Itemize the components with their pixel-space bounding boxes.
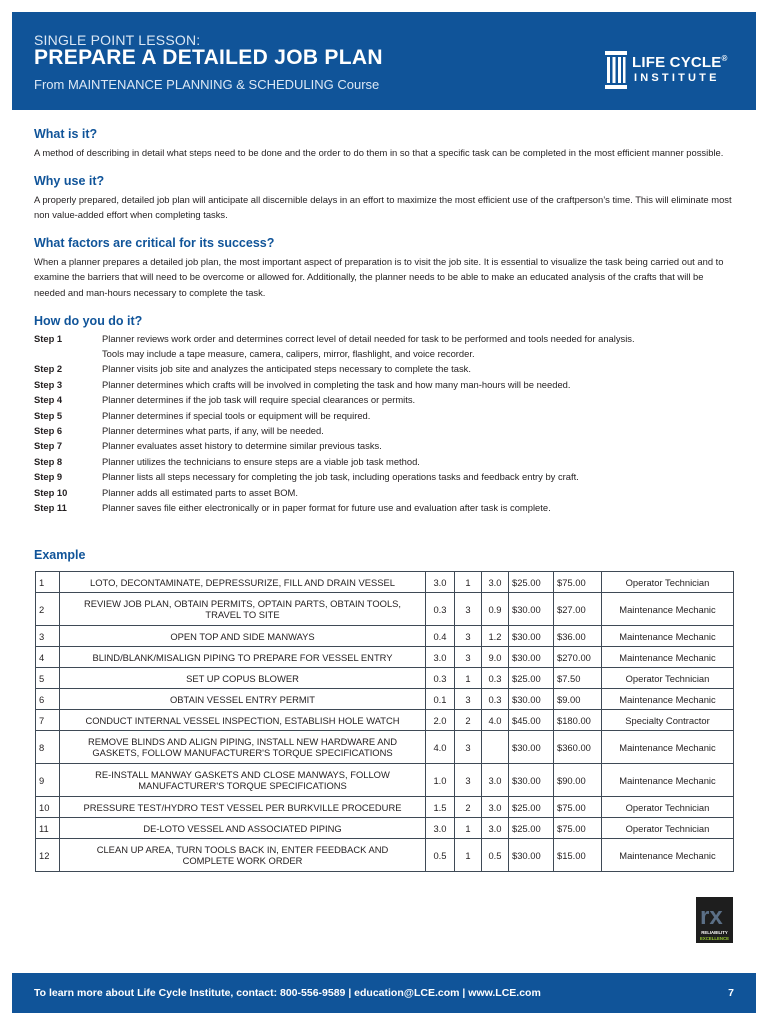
craft-type: Maintenance Mechanic — [602, 839, 734, 872]
crew-size: 2 — [455, 710, 482, 731]
step-text: Planner determines which crafts will be involved in completing the task and how many man-hours will be needed. — [102, 378, 571, 390]
total-man-hours: 9.0 — [482, 647, 509, 668]
step-text: Planner saves file either electronically or in paper format for future use and evaluation after task is complete. — [102, 502, 551, 514]
crew-size: 2 — [455, 797, 482, 818]
duration-hours: 0.5 — [426, 839, 455, 872]
table-row — [36, 710, 734, 731]
lesson-content — [34, 127, 734, 528]
craft-type: Maintenance Mechanic — [602, 689, 734, 710]
step-label: Step 11 — [34, 502, 67, 514]
steps-list — [34, 331, 734, 516]
row-number: 1 — [36, 572, 60, 593]
crew-size: 1 — [455, 572, 482, 593]
total-man-hours: 3.0 — [482, 764, 509, 797]
labor-cost: $75.00 — [554, 818, 602, 839]
step-label: Step 7 — [34, 440, 63, 452]
rx-logo-icon — [696, 897, 733, 943]
step-text: Planner visits job site and analyzes the anticipated steps necessary to complete the task. — [102, 363, 471, 375]
task-description: BLIND/BLANK/MISALIGN PIPING TO PREPARE FOR VESSEL ENTRY — [60, 647, 426, 668]
craft-type: Operator Technician — [602, 668, 734, 689]
task-description: RE-INSTALL MANWAY GASKETS AND CLOSE MANWAYS, FOLLOW MANUFACTURER'S TORQUE SPECIFICATIONS — [60, 764, 426, 797]
step-item — [34, 438, 734, 453]
duration-hours: 0.3 — [426, 593, 455, 626]
labor-cost: $75.00 — [554, 797, 602, 818]
duration-hours: 0.1 — [426, 689, 455, 710]
labor-cost: $9.00 — [554, 689, 602, 710]
table-row — [36, 731, 734, 764]
craft-type: Operator Technician — [602, 818, 734, 839]
step-item — [34, 361, 734, 376]
table-row — [36, 626, 734, 647]
craft-type: Specialty Contractor — [602, 710, 734, 731]
task-description: DE-LOTO VESSEL AND ASSOCIATED PIPING — [60, 818, 426, 839]
step-label: Step 2 — [34, 363, 63, 375]
table-row — [36, 668, 734, 689]
labor-cost: $360.00 — [554, 731, 602, 764]
why-heading: Why use it? — [34, 173, 105, 188]
step-text: Planner determines if special tools or equipment will be required. — [102, 409, 371, 421]
svg-text:rx: rx — [700, 903, 723, 930]
step-text: Planner determines if the job task will require special clearances or permits. — [102, 394, 416, 406]
example-heading: Example — [34, 548, 86, 562]
task-description: CONDUCT INTERNAL VESSEL INSPECTION, ESTABLISH HOLE WATCH — [60, 710, 426, 731]
duration-hours: 3.0 — [426, 572, 455, 593]
row-number: 4 — [36, 647, 60, 668]
table-row — [36, 839, 734, 872]
reliability-excellence-badge — [696, 897, 733, 943]
hourly-rate: $30.00 — [509, 689, 554, 710]
task-description: PRESSURE TEST/HYDRO TEST VESSEL PER BURKVILLE PROCEDURE — [60, 797, 426, 818]
task-description: LOTO, DECONTAMINATE, DEPRESSURIZE, FILL AND DRAIN VESSEL — [60, 572, 426, 593]
table-row — [36, 818, 734, 839]
duration-hours: 2.0 — [426, 710, 455, 731]
craft-type: Maintenance Mechanic — [602, 731, 734, 764]
hourly-rate: $25.00 — [509, 818, 554, 839]
step-text: Planner lists all steps necessary for completing the job task, including operations tasks and feedback entry by craft. — [102, 471, 579, 483]
step-item — [34, 454, 734, 469]
step-text: Planner reviews work order and determines correct level of detail needed for task to be performed and tools needed for analysis. — [102, 332, 635, 344]
why-text: A properly prepared, detailed job plan will anticipate all discernible delays in an effort to maximize the most efficient use of the craftperson’s time. This will eliminate most non value-added effort when completing tasks. — [34, 193, 732, 221]
hourly-rate: $25.00 — [509, 572, 554, 593]
factors-section — [34, 236, 734, 301]
row-number: 12 — [36, 839, 60, 872]
page-header — [12, 12, 756, 110]
example-table — [35, 571, 734, 872]
labor-cost: $75.00 — [554, 572, 602, 593]
step-label: Step 9 — [34, 471, 63, 483]
labor-cost: $27.00 — [554, 593, 602, 626]
step-item — [34, 423, 734, 438]
row-number: 8 — [36, 731, 60, 764]
step-item — [34, 392, 734, 407]
labor-cost: $90.00 — [554, 764, 602, 797]
crew-size: 3 — [455, 593, 482, 626]
task-description: SET UP COPUS BLOWER — [60, 668, 426, 689]
step-label: Step 6 — [34, 425, 63, 436]
crew-size: 1 — [455, 839, 482, 872]
table-row — [36, 797, 734, 818]
crew-size: 3 — [455, 731, 482, 764]
lesson-kicker: SINGLE POINT LESSON: — [34, 32, 201, 48]
factors-heading: What factors are critical for its success? — [34, 235, 275, 250]
hourly-rate: $30.00 — [509, 626, 554, 647]
duration-hours: 1.5 — [426, 797, 455, 818]
step-text: Planner determines what parts, if any, will be needed. — [102, 425, 324, 436]
duration-hours: 3.0 — [426, 818, 455, 839]
step-text: Planner evaluates asset history to determine similar previous tasks. — [102, 440, 382, 452]
craft-type: Operator Technician — [602, 572, 734, 593]
why-section — [34, 174, 734, 223]
crew-size: 3 — [455, 647, 482, 668]
step-label: Step 8 — [34, 455, 63, 467]
page-title: PREPARE A DETAILED JOB PLAN — [34, 46, 383, 69]
task-description: CLEAN UP AREA, TURN TOOLS BACK IN, ENTER FEEDBACK AND COMPLETE WORK ORDER — [60, 839, 426, 872]
task-description: REVIEW JOB PLAN, OBTAIN PERMITS, OPTAIN PARTS, OBTAIN TOOLS, TRAVEL TO SITE — [60, 593, 426, 626]
row-number: 6 — [36, 689, 60, 710]
crew-size: 3 — [455, 626, 482, 647]
hourly-rate: $45.00 — [509, 710, 554, 731]
crew-size: 1 — [455, 668, 482, 689]
craft-type: Maintenance Mechanic — [602, 626, 734, 647]
course-subtitle: From MAINTENANCE PLANNING & SCHEDULING Course — [34, 77, 380, 92]
row-number: 9 — [36, 764, 60, 797]
svg-text:EXCELLENCE: EXCELLENCE — [700, 936, 729, 941]
total-man-hours: 3.0 — [482, 797, 509, 818]
labor-cost: $7.50 — [554, 668, 602, 689]
total-man-hours: 0.5 — [482, 839, 509, 872]
contact-line: To learn more about Life Cycle Institute, contact: 800-556-9589 | education@LCE.com | www.LCE.com — [34, 987, 541, 999]
labor-cost: $180.00 — [554, 710, 602, 731]
task-description: REMOVE BLINDS AND ALIGN PIPING, INSTALL NEW HARDWARE AND GASKETS, FOLLOW MANUFACTURER'S TORQUE SPECIFICATIONS — [60, 731, 426, 764]
step-label: Step 4 — [34, 394, 63, 406]
total-man-hours: 0.9 — [482, 593, 509, 626]
hourly-rate: $30.00 — [509, 647, 554, 668]
table-row — [36, 764, 734, 797]
total-man-hours: 4.0 — [482, 710, 509, 731]
hourly-rate: $30.00 — [509, 839, 554, 872]
what-section — [34, 127, 734, 161]
life-cycle-institute-logo — [604, 50, 736, 92]
factors-text: When a planner prepares a detailed job plan, the most important aspect of preparation is to visit the job site. It is essential to visualize the task being carried out and to examine the barriers that will need to be overcome or allowed for. Additionally, the planner needs to be able to make an educated analysis of the crafts that will be needed and man-hours necessary to complete the task. — [34, 255, 724, 298]
step-item — [34, 469, 734, 484]
crew-size: 1 — [455, 818, 482, 839]
hourly-rate: $30.00 — [509, 731, 554, 764]
hourly-rate: $25.00 — [509, 797, 554, 818]
craft-type: Maintenance Mechanic — [602, 647, 734, 668]
step-item — [34, 377, 734, 392]
labor-cost: $270.00 — [554, 647, 602, 668]
step-text: Planner adds all estimated parts to asset BOM. — [102, 486, 298, 498]
row-number: 5 — [36, 668, 60, 689]
crew-size: 3 — [455, 764, 482, 797]
total-man-hours — [482, 731, 509, 764]
row-number: 10 — [36, 797, 60, 818]
row-number: 2 — [36, 593, 60, 626]
task-description: OBTAIN VESSEL ENTRY PERMIT — [60, 689, 426, 710]
step-label: Step 3 — [34, 378, 63, 390]
step-item — [34, 500, 734, 515]
row-number: 7 — [36, 710, 60, 731]
total-man-hours: 0.3 — [482, 668, 509, 689]
task-description: OPEN TOP AND SIDE MANWAYS — [60, 626, 426, 647]
table-row — [36, 647, 734, 668]
total-man-hours: 3.0 — [482, 818, 509, 839]
svg-text:RELIABILITY: RELIABILITY — [701, 930, 728, 935]
labor-cost: $15.00 — [554, 839, 602, 872]
logo-line1: LIFE CYCLE® — [632, 54, 728, 71]
page-footer — [12, 973, 756, 1013]
page-number: 7 — [728, 987, 734, 999]
step-label: Step 10 — [34, 486, 68, 498]
craft-type: Maintenance Mechanic — [602, 593, 734, 626]
hourly-rate: $30.00 — [509, 593, 554, 626]
hourly-rate: $25.00 — [509, 668, 554, 689]
what-heading: What is it? — [34, 127, 98, 141]
pillar-icon — [604, 50, 628, 90]
what-text: A method of describing in detail what steps need to be done and the order to do them in so that a specific task can be completed in the most efficient manner possible. — [34, 147, 724, 158]
step-text: Planner utilizes the technicians to ensure steps are a viable job task method. — [102, 455, 420, 467]
craft-type: Maintenance Mechanic — [602, 764, 734, 797]
duration-hours: 0.4 — [426, 626, 455, 647]
craft-type: Operator Technician — [602, 797, 734, 818]
duration-hours: 1.0 — [426, 764, 455, 797]
duration-hours: 3.0 — [426, 647, 455, 668]
step-label: Step 5 — [34, 409, 63, 421]
logo-line2: INSTITUTE — [634, 72, 720, 84]
total-man-hours: 0.3 — [482, 689, 509, 710]
duration-hours: 0.3 — [426, 668, 455, 689]
table-row — [36, 593, 734, 626]
duration-hours: 4.0 — [426, 731, 455, 764]
total-man-hours: 3.0 — [482, 572, 509, 593]
hourly-rate: $30.00 — [509, 764, 554, 797]
table-row — [36, 689, 734, 710]
total-man-hours: 1.2 — [482, 626, 509, 647]
table-row — [36, 572, 734, 593]
step-label: Step 1 — [34, 332, 63, 344]
row-number: 11 — [36, 818, 60, 839]
step-item — [34, 331, 734, 346]
labor-cost: $36.00 — [554, 626, 602, 647]
crew-size: 3 — [455, 689, 482, 710]
row-number: 3 — [36, 626, 60, 647]
how-heading: How do you do it? — [34, 313, 143, 328]
how-section — [34, 314, 734, 516]
step-1-tools-note: Tools may include a tape measure, camera, calipers, mirror, flashlight, and voice recorder. — [102, 347, 475, 359]
example-table-body — [36, 572, 734, 872]
step-item — [34, 408, 734, 423]
step-item — [34, 485, 734, 500]
